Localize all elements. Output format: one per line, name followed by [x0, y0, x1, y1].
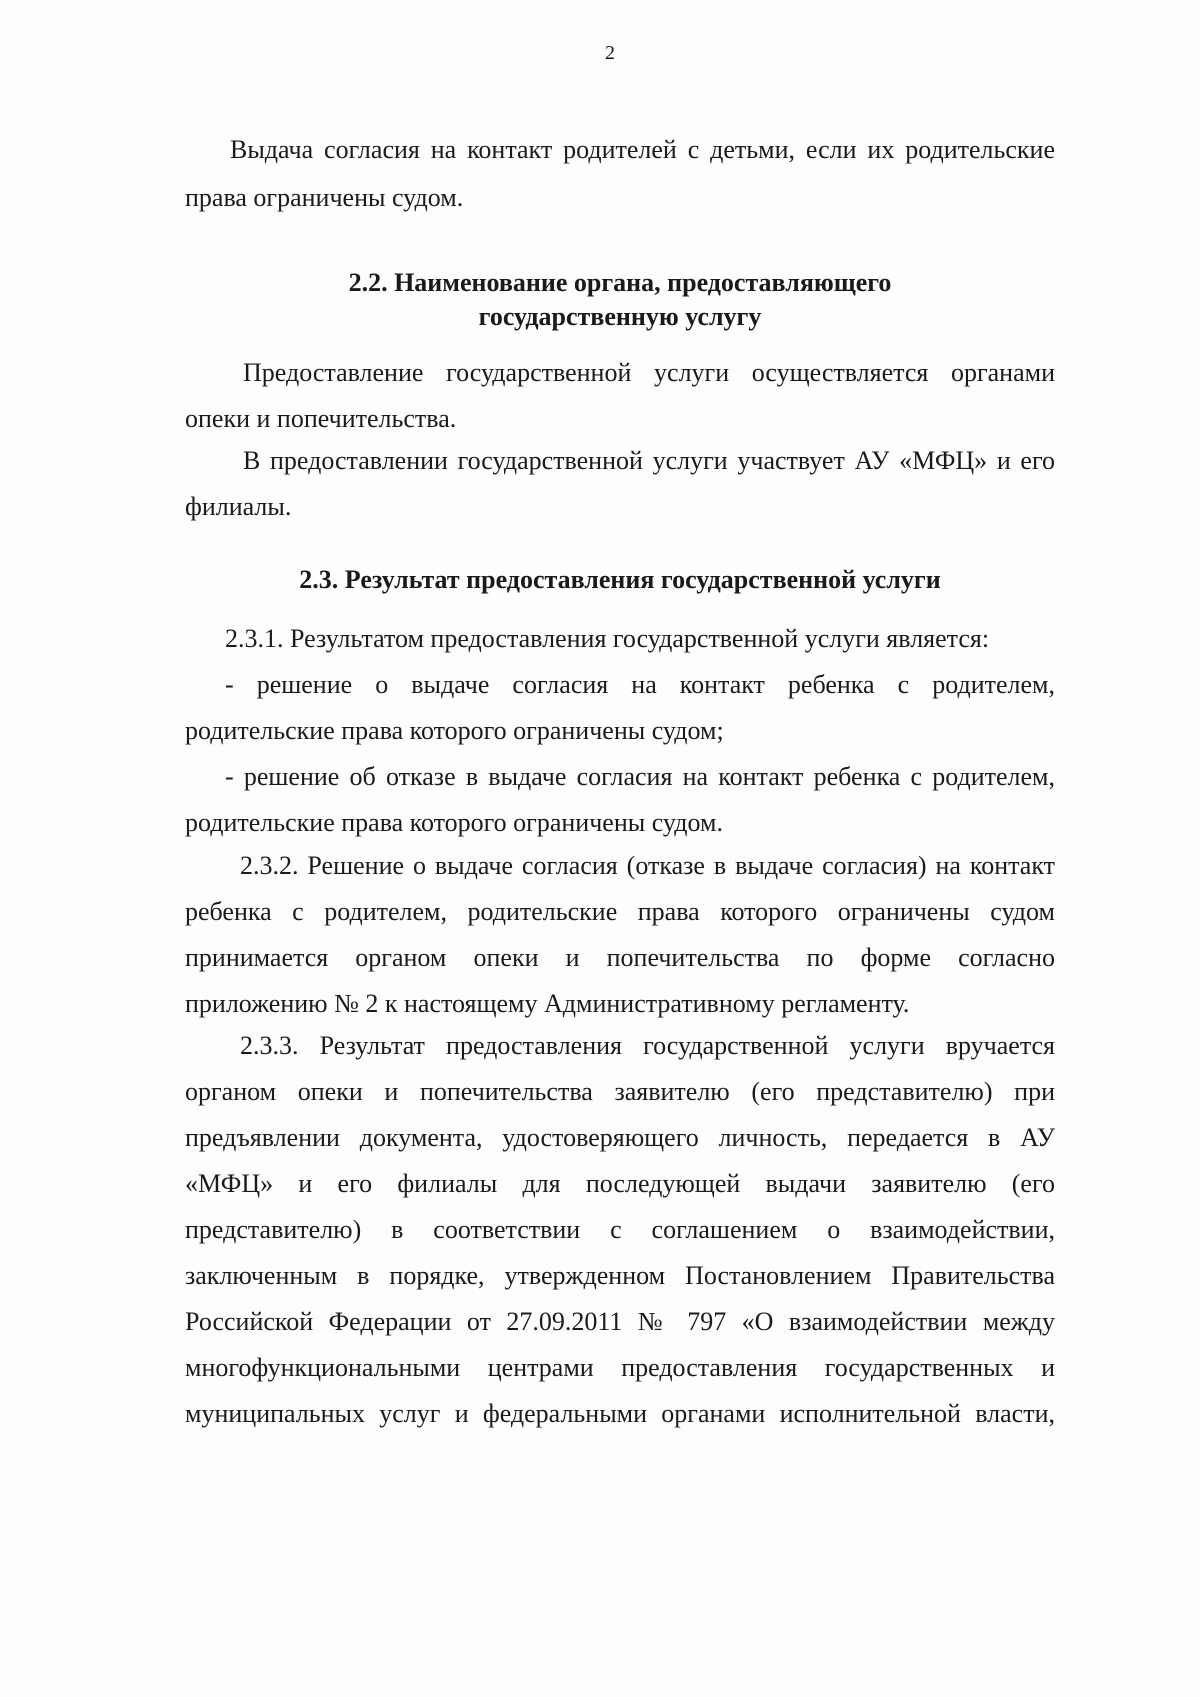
section-2-2-paragraph-1: [185, 350, 1055, 442]
page-number: 2: [605, 42, 615, 64]
section-2-2-p2-line-2: филиалы.: [185, 492, 292, 521]
section-2-3-2-paragraph: [185, 843, 1055, 1027]
section-2-2-heading-line-1: 2.2. Наименование органа, предоставляющего: [348, 268, 892, 297]
section-2-3-heading: 2.3. Результат предоставления государственной услуги: [299, 565, 941, 594]
section-2-2-p1-line-1: Предоставление государственной услуги осуществляется органами: [243, 358, 1055, 387]
section-2-2-paragraph-2: [185, 438, 1055, 530]
section-2-3-2-line-3: принимается органом опеки и попечительства по форме согласно: [185, 943, 1055, 972]
list-item-1-line-2: родительские права которого ограничены судом;: [185, 716, 724, 745]
section-2-3-3-line-7: Российской Федерации от 27.09.2011 № 797 «О взаимодействии между: [185, 1307, 1055, 1336]
intro-paragraph: [185, 126, 1055, 222]
section-2-3-1-line: 2.3.1. Результатом предоставления государственной услуги является:: [225, 624, 990, 653]
section-2-2-p1-line-2: опеки и попечительства.: [185, 404, 457, 433]
list-item: [185, 662, 1055, 754]
list-item-2-line-1: - решение об отказе в выдаче согласия на контакт ребенка с родителем,: [225, 762, 1055, 791]
section-2-3-3-line-5: представителю) в соответствии с соглашением о взаимодействии,: [185, 1215, 1055, 1244]
section-2-3-3-line-4: «МФЦ» и его филиалы для последующей выдачи заявителю (его: [185, 1169, 1055, 1198]
section-2-3-3-line-9: муниципальных услуг и федеральными органами исполнительной власти,: [185, 1399, 1055, 1428]
section-2-3-3-line-8: многофункциональными центрами предоставления государственных и: [185, 1353, 1055, 1382]
section-2-3-2-line-4: приложению № 2 к настоящему Административному регламенту.: [185, 989, 910, 1018]
section-2-2-p2-line-1: В предоставлении государственной услуги участвует АУ «МФЦ» и его: [243, 446, 1055, 475]
list-item-2-line-2: родительские права которого ограничены судом.: [185, 808, 723, 837]
section-2-2-heading: [185, 266, 1055, 334]
list-item-1-line-1: - решение о выдаче согласия на контакт ребенка с родителем,: [225, 670, 1055, 699]
section-2-3-3-line-3: предъявлении документа, удостоверяющего личность, передается в АУ: [185, 1123, 1055, 1152]
section-2-3-3-line-1: 2.3.3. Результат предоставления государственной услуги вручается: [240, 1031, 1055, 1060]
section-2-3-1-paragraph: [185, 616, 1055, 662]
section-2-3-3-paragraph: [185, 1023, 1055, 1437]
section-2-2-heading-line-2: государственную услугу: [478, 302, 762, 331]
section-2-3-3-line-6: заключенным в порядке, утвержденном Постановлением Правительства: [185, 1261, 1055, 1290]
section-2-3-2-line-2: ребенка с родителем, родительские права которого ограничены судом: [185, 897, 1055, 926]
section-2-3-3-line-2: органом опеки и попечительства заявителю (его представителю) при: [185, 1077, 1055, 1106]
list-item: [185, 754, 1055, 846]
section-2-3-2-line-1: 2.3.2. Решение о выдаче согласия (отказе в выдаче согласия) на контакт: [240, 851, 1055, 880]
intro-line-2: права ограничены судом.: [185, 183, 464, 212]
intro-line-1: Выдача согласия на контакт родителей с детьми, если их родительские: [230, 135, 1055, 164]
